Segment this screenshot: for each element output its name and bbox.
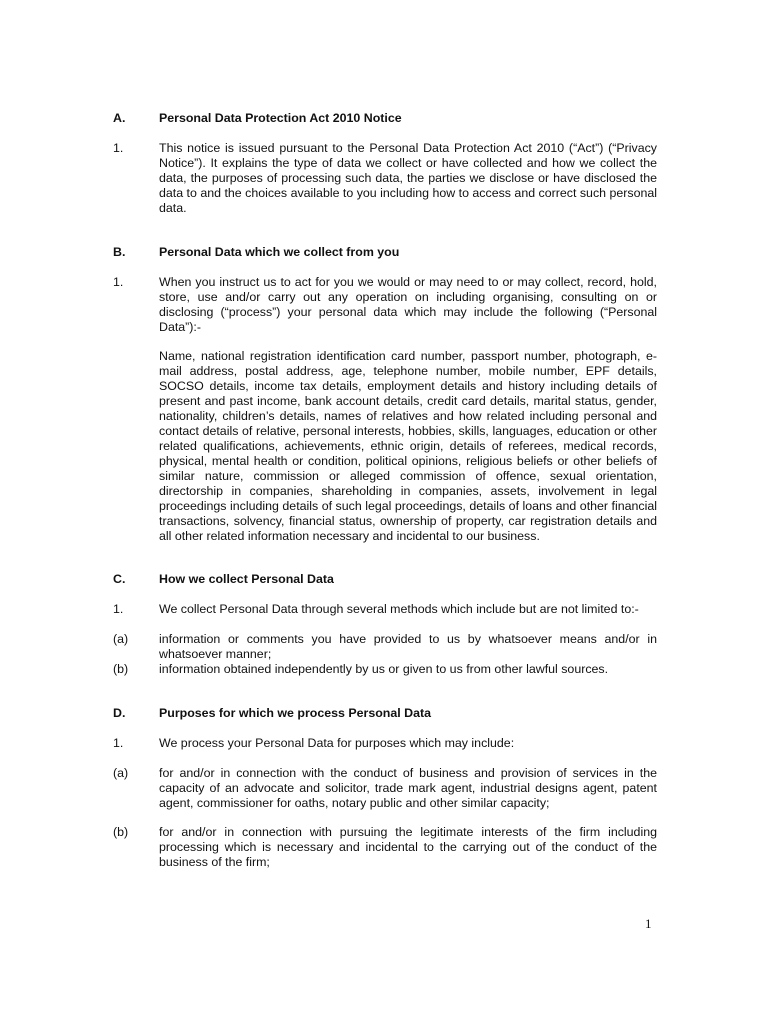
section-b-label: B. [113,245,126,259]
section-d-label: D. [113,706,126,720]
item-label: (b) [113,662,129,676]
item-label: 1. [113,275,124,289]
section-b-title: Personal Data which we collect from you [159,245,400,259]
item-text: This notice is issued pursuant to the Personal Data Protection Act 2010 (“Act”) (“Privacy Notice”). It explains the type of data we collect or have collected and how we collect the data, the purposes of processing such data, the parties we disclose or have disclosed the data to and the choices available to you including how to access and correct such personal data. [159,141,657,215]
section-d-title: Purposes for which we process Personal Data [159,706,431,720]
item-text: We process your Personal Data for purposes which may include: [159,736,515,750]
item-text: When you instruct us to act for you we would or may need to or may collect, record, hold, store, use and/or carry out any operation on including organising, consulting on or disclosing (“process”) your personal data which may include the following (“Personal Data”):- [159,275,657,334]
section-a-title: Personal Data Protection Act 2010 Notice [159,111,402,125]
item-label: (a) [113,632,129,646]
item-text: for and/or in connection with pursuing the legitimate interests of the firm including processing which is necessary and incidental to the carrying out of the conduct of the business of the firm; [159,825,657,869]
item-label: (b) [113,825,129,839]
item-label: 1. [113,141,124,155]
item-text: information or comments you have provided to us by whatsoever means and/or in whatsoever manner; [159,632,657,661]
item-label: 1. [113,736,124,750]
item-text: for and/or in connection with the conduct of business and provision of services in the capacity of an advocate and solicitor, trade mark agent, industrial designs agent, patent agent, commissioner for oaths, notary public and other similar capacity; [159,766,657,810]
section-c-title: How we collect Personal Data [159,572,334,586]
personal-data-list-paragraph: Name, national registration identification card number, passport number, photograph, e-mail address, postal address, age, telephone number, mobile number, EPF details, SOCSO details, income tax details, employment details and history including details of present and past income, bank account details, credit card details, marital status, gender, nationality, children’s details, names of relatives and how related including personal and contact details of relative, personal interests, hobbies, skills, languages, education or other related qualifications, achievements, ethnic origin, details of referees, medical records, physical, mental health or condition, political opinions, religious beliefs or other beliefs of similar nature, commission or alleged commission of offence, sexual orientation, directorship in companies, shareholding in companies, assets, involvement in legal proceedings including details of such legal proceedings, details of loans and other financial transactions, solvency, financial status, ownership of property, car registration details and all other related information necessary and incidental to our business. [159,349,657,543]
item-label: 1. [113,602,124,616]
section-a-label: A. [113,111,126,125]
item-text: We collect Personal Data through several methods which include but are not limited to:- [159,602,639,616]
item-text: information obtained independently by us or given to us from other lawful sources. [159,662,609,676]
page-number: 1 [645,916,652,931]
section-c-label: C. [113,572,126,586]
item-label: (a) [113,766,129,780]
